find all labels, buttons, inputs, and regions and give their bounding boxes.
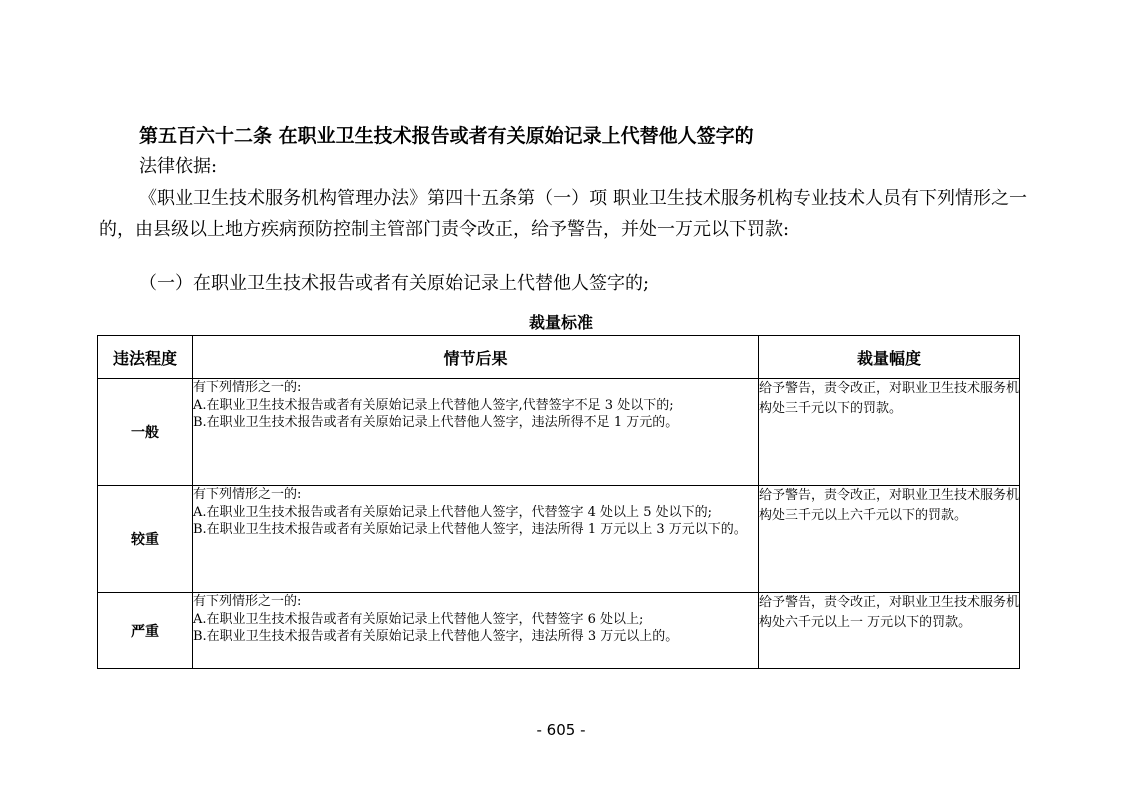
- circumstances-line: B.在职业卫生技术报告或者有关原始记录上代替他人签字，违法所得不足 1 万元的。: [193, 415, 679, 431]
- header-range: 裁量幅度: [759, 336, 1020, 379]
- level-cell: 较重: [98, 486, 193, 593]
- table-header-row: [98, 336, 1020, 379]
- circumstances-line: A.在职业卫生技术报告或者有关原始记录上代替他人签字,代替签字不足 3 处以下的;: [193, 397, 674, 413]
- header-circumstances: 情节后果: [193, 336, 759, 379]
- article-title: 第五百六十二条 在职业卫生技术报告或者有关原始记录上代替他人签字的: [139, 125, 754, 147]
- table-row: [98, 379, 1020, 486]
- table-row: [98, 486, 1020, 593]
- circumstances-cell: [193, 379, 759, 486]
- level-cell: 一般: [98, 379, 193, 486]
- range-cell: 给予警告，责令改正，对职业卫生技术服务机构处三千元以上六千元以下的罚款。: [759, 486, 1020, 593]
- legal-basis-label: 法律依据:: [139, 156, 218, 177]
- range-cell: 给予警告，责令改正，对职业卫生技术服务机构处六千元以上一 万元以下的罚款。: [759, 593, 1020, 669]
- range-cell: 给予警告，责令改正，对职业卫生技术服务机构处三千元以下的罚款。: [759, 379, 1020, 486]
- circumstances-line: A.在职业卫生技术报告或者有关原始记录上代替他人签字，代替签字 4 处以上 5 处以下的;: [193, 504, 712, 520]
- table-title: 裁量标准: [528, 313, 593, 332]
- law-item: （一）在职业卫生技术报告或者有关原始记录上代替他人签字的;: [139, 273, 650, 294]
- circumstances-line: B.在职业卫生技术报告或者有关原始记录上代替他人签字，违法所得 1 万元以上 3 万元以下的。: [193, 522, 747, 538]
- law-text: 《职业卫生技术服务机构管理办法》第四十五条第（一）项 职业卫生技术服务机构专业技术人员有下列情形之一的，由县级以上地方疾病预防控制主管部门责令改正，给予警告，并处一万元以下罚款:: [99, 188, 1027, 240]
- circumstances-cell: [193, 486, 759, 593]
- level-cell: 严重: [98, 593, 193, 669]
- table-row: [98, 593, 1020, 669]
- penalty-table: [97, 335, 1020, 669]
- circumstances-line: 有下列情形之一的:: [193, 594, 302, 609]
- circumstances-cell: [193, 593, 759, 669]
- circumstances-line: B.在职业卫生技术报告或者有关原始记录上代替他人签字，违法所得 3 万元以上的。: [193, 629, 679, 645]
- circumstances-line: 有下列情形之一的:: [193, 380, 302, 395]
- header-level: 违法程度: [98, 336, 193, 379]
- circumstances-line: A.在职业卫生技术报告或者有关原始记录上代替他人签字，代替签字 6 处以上;: [193, 611, 644, 627]
- circumstances-line: 有下列情形之一的:: [193, 487, 302, 502]
- page-number: - 605 -: [536, 721, 586, 739]
